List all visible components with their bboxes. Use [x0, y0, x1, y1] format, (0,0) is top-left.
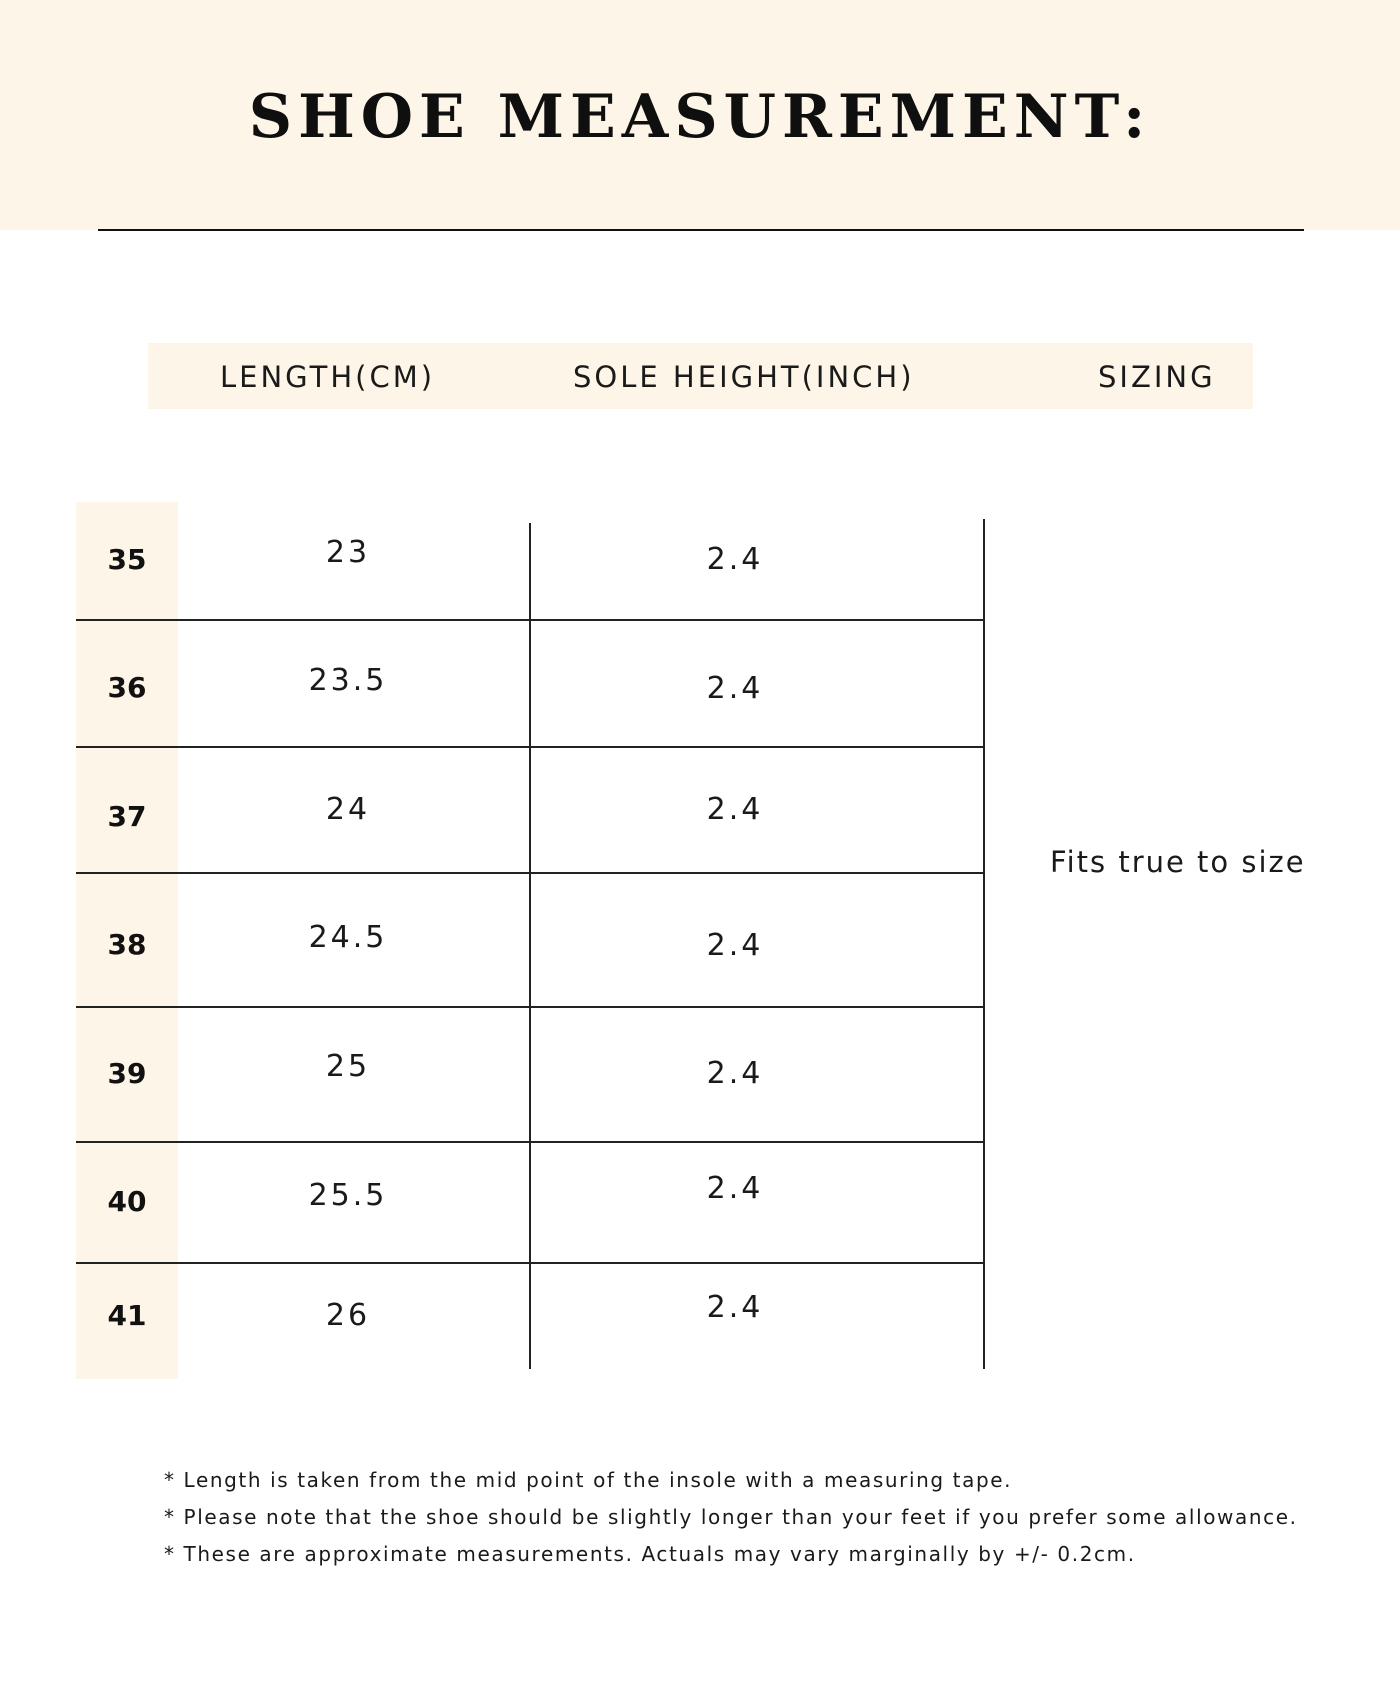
table-row-divider	[76, 746, 984, 748]
size-label: 39	[107, 1057, 147, 1090]
column-header-sole-height: SOLE HEIGHT(INCH)	[573, 360, 915, 394]
length-value: 25.5	[308, 1178, 388, 1213]
sole-height-value: 2.4	[706, 792, 764, 827]
sizing-note: Fits true to size	[1050, 845, 1306, 879]
table-row-divider	[76, 872, 984, 874]
sole-height-value: 2.4	[706, 1056, 764, 1091]
footnotes	[164, 1462, 1298, 1573]
footnote: * Length is taken from the mid point of the insole with a measuring tape.	[164, 1468, 1013, 1492]
length-value: 23.5	[308, 663, 388, 698]
table-divider-vertical	[983, 519, 985, 1369]
length-value: 25	[325, 1049, 371, 1084]
column-header-length: LENGTH(CM)	[220, 360, 436, 394]
size-label: 41	[107, 1299, 147, 1332]
footnote: * Please note that the shoe should be slightly longer than your feet if you prefer some allowance.	[164, 1505, 1298, 1529]
length-value: 24.5	[308, 920, 388, 955]
sole-height-value: 2.4	[706, 671, 764, 706]
table-row-divider	[76, 1141, 984, 1143]
length-value: 26	[325, 1298, 371, 1333]
length-value: 23	[325, 535, 371, 570]
sole-height-value: 2.4	[706, 542, 764, 577]
title-divider	[98, 229, 1304, 231]
sole-height-value: 2.4	[706, 1171, 764, 1206]
size-label: 37	[107, 800, 147, 833]
sole-height-value: 2.4	[706, 928, 764, 963]
size-label: 38	[107, 928, 147, 961]
size-label: 36	[107, 671, 147, 704]
column-header-sizing: SIZING	[1098, 360, 1216, 394]
size-label: 40	[107, 1185, 147, 1218]
table-row-divider	[76, 1262, 984, 1264]
table-row-divider	[76, 619, 984, 621]
length-value: 24	[325, 792, 371, 827]
footnote: * These are approximate measurements. Actuals may vary marginally by +/- 0.2cm.	[164, 1542, 1136, 1566]
page-title: SHOE MEASUREMENT:	[248, 82, 1152, 152]
sole-height-value: 2.4	[706, 1290, 764, 1325]
size-label: 35	[107, 543, 147, 576]
table-row-divider	[76, 1006, 984, 1008]
